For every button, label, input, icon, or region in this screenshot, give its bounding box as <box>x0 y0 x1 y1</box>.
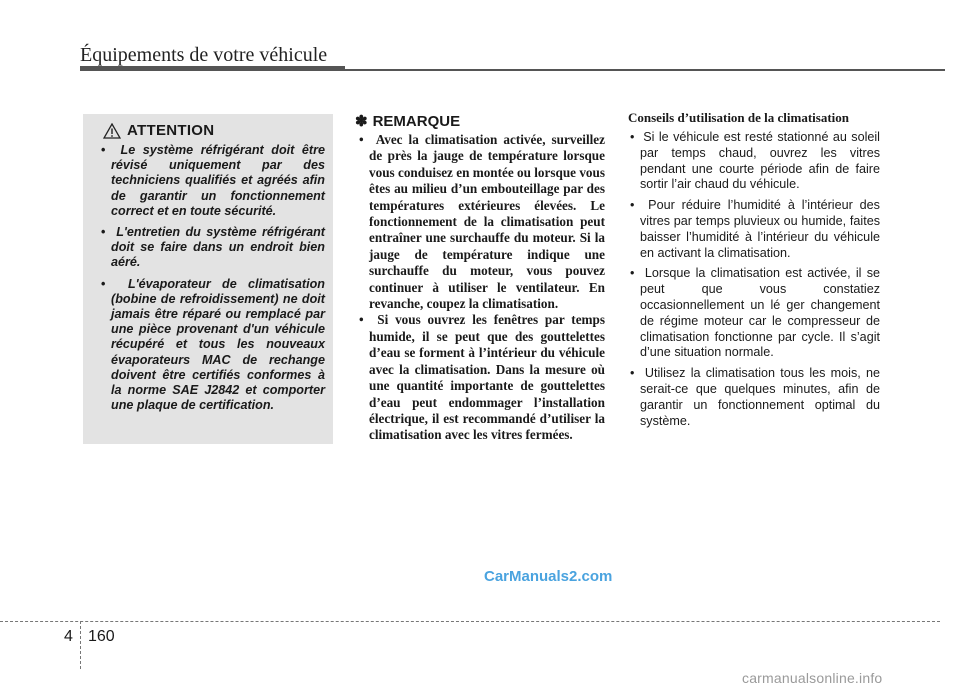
remarque-title: REMARQUE <box>372 112 461 130</box>
remarque-star-icon: ✽ <box>355 113 368 130</box>
conseils-item: • Pour réduire l’humidité à l’intérieur des vitres par temps pluvieux ou humide, faites baisser l’humidité à l’intérieur du véhicule en activant la climatisation. <box>628 198 880 261</box>
remarque-item: • Si vous ouvrez les fenêtres par temps humide, il se peut que des gouttelettes d’eau se forment à l’intérieur du véhicule avec la climatisation. Dans la mesure où une quantité importante de gouttelettes d’eau peut endommager l’installation électrique, il est recommandé d’utiliser la climatisation avec les vitres fermées. <box>355 312 605 443</box>
attention-header <box>103 122 325 139</box>
conseils-item: • Utilisez la climatisation tous les mois, ne serait-ce que quelques minutes, afin de garantir un fonctionnement optimal du système. <box>628 366 880 429</box>
conseils-title: Conseils d’utilisation de la climatisation <box>628 110 850 125</box>
page-header-title: Équipements de votre véhicule <box>80 44 328 66</box>
footer-divider <box>80 621 81 669</box>
header-rule-thin <box>345 69 945 71</box>
chapter-number: 4 <box>64 628 73 645</box>
conseils-item: • Si le véhicule est resté stationné au soleil par temps chaud, ouvrez les vitres pendant une courte période afin de faire sortir l’air chaud du véhicule. <box>628 130 880 193</box>
attention-item: • L'évaporateur de climatisation (bobine de refroidissement) ne doit jamais être réparé ou remplacé par une pièce provenant d'un véhicule récupéré et tous les nouveaux évaporateurs MAC de rechange doivent être certifiés conformes à la norme SAE J2842 et comporter une plaque de certification. <box>95 277 325 414</box>
attention-box <box>83 114 333 444</box>
attention-item: • Le système réfrigérant doit être révisé uniquement par des techniciens qualifiés et agréés afin de garantir un fonctionnement correct et en toute sécurité. <box>95 143 325 219</box>
conseils-item: • Lorsque la climatisation est activée, il se peut que vous constatiez occasionnellement un lé ger changement de régime moteur car le compresseur de climatisation fonctionne par cycle. Il s’agit d’une situation normale. <box>628 266 880 361</box>
conseils-list <box>628 130 880 429</box>
header-rule-thick <box>80 66 345 71</box>
remarque-item: • Avec la climatisation activée, surveillez de près la jauge de température lorsque vous conduisez en montée ou lorsque vous êtes au milieu d’un embouteillage par des températures extérieures élevées. Le fonctionnement de la climatisation peut entraîner une surchauffe du moteur. Si la jauge de température indique une surchauffe du moteur, vous pouvez continuer à utiliser le ventilateur. En revanche, coupez la climatisation. <box>355 132 605 312</box>
attention-item: • L'entretien du système réfrigérant doit se faire dans un endroit bien aéré. <box>95 225 325 271</box>
attention-title: ATTENTION <box>127 122 215 139</box>
watermark-carmanuals2: CarManuals2.com <box>484 568 613 585</box>
watermark-carmanualsonline: carmanualsonline.info <box>742 670 883 686</box>
page-number: 160 <box>88 628 115 645</box>
conseils-section <box>628 110 880 434</box>
remarque-section <box>355 112 605 444</box>
remarque-header <box>355 112 605 130</box>
attention-list <box>95 143 325 413</box>
remarque-list <box>355 132 605 444</box>
footer-rule <box>0 621 940 622</box>
warning-triangle-icon <box>103 123 121 139</box>
